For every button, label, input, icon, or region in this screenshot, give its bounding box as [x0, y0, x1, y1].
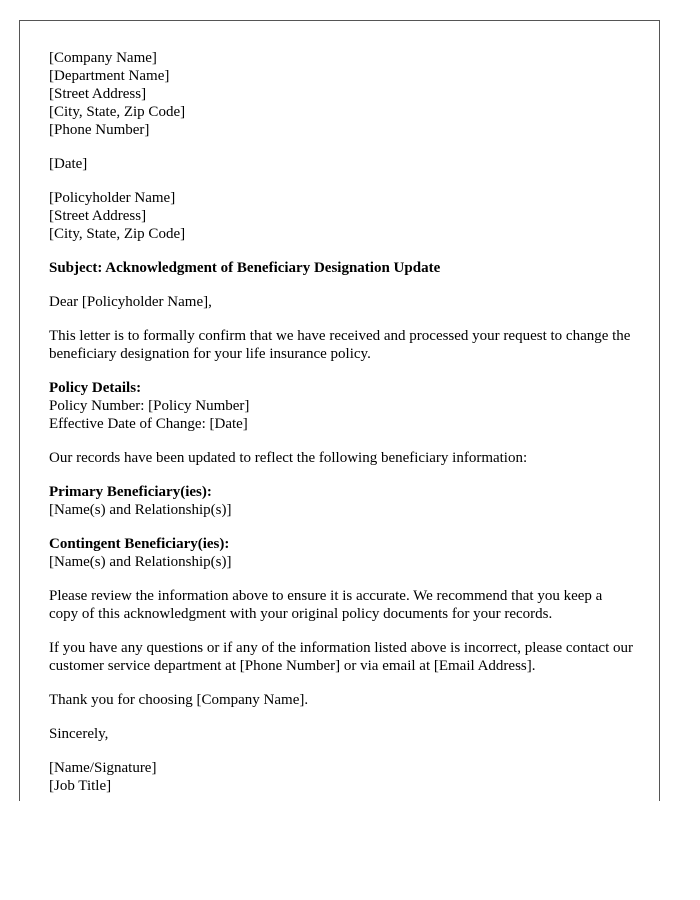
closing-block — [49, 725, 634, 743]
review-paragraph: Please review the information above to ensure it is accurate. We recommend that you keep a copy of this acknowledgment with your original policy documents for your records. — [49, 588, 603, 622]
review-paragraph-block — [49, 587, 634, 623]
policy-details-heading: Policy Details: — [49, 380, 142, 396]
thanks-block — [49, 691, 634, 709]
questions-paragraph: If you have any questions or if any of the information listed above is incorrect, please contact our customer service department at [Phone Number] or via email at [Email Address]. — [49, 640, 633, 674]
intro-paragraph-block — [49, 327, 634, 363]
letter-date: [Date] — [49, 156, 88, 172]
sender-address-block — [49, 49, 634, 139]
closing-line: Sincerely, — [49, 726, 109, 742]
primary-beneficiary-heading: Primary Beneficiary(ies): — [49, 484, 212, 500]
salutation: Dear [Policyholder Name], — [49, 294, 212, 310]
signature-name: [Name/Signature] — [49, 760, 157, 776]
recipient-street-address: [Street Address] — [49, 208, 147, 224]
letter-page — [19, 20, 660, 801]
policy-number: Policy Number: [Policy Number] — [49, 398, 250, 414]
sender-street-address: [Street Address] — [49, 86, 147, 102]
contingent-beneficiary-block — [49, 535, 634, 571]
intro-paragraph: This letter is to formally confirm that we have received and processed your request to change the beneficiary designation for your life insurance policy. — [49, 328, 631, 362]
effective-date: Effective Date of Change: [Date] — [49, 416, 248, 432]
policy-details-block — [49, 379, 634, 433]
contingent-beneficiary-value: [Name(s) and Relationship(s)] — [49, 554, 232, 570]
salutation-block — [49, 293, 634, 311]
contingent-beneficiary-heading: Contingent Beneficiary(ies): — [49, 536, 230, 552]
sender-city-state-zip: [City, State, Zip Code] — [49, 104, 186, 120]
recipient-name: [Policyholder Name] — [49, 190, 176, 206]
sender-company-name: [Company Name] — [49, 50, 157, 66]
recipient-address-block — [49, 189, 634, 243]
records-paragraph: Our records have been updated to reflect the following beneficiary information: — [49, 450, 528, 466]
primary-beneficiary-value: [Name(s) and Relationship(s)] — [49, 502, 232, 518]
subject-block — [49, 259, 634, 277]
primary-beneficiary-block — [49, 483, 634, 519]
subject-line: Subject: Acknowledgment of Beneficiary Designation Update — [49, 260, 441, 276]
letter-date-block — [49, 155, 634, 173]
questions-paragraph-block — [49, 639, 634, 675]
sender-department-name: [Department Name] — [49, 68, 170, 84]
letter-body — [49, 49, 634, 801]
sender-phone-number: [Phone Number] — [49, 122, 150, 138]
signature-title: [Job Title] — [49, 778, 112, 794]
recipient-city-state-zip: [City, State, Zip Code] — [49, 226, 186, 242]
signature-block — [49, 759, 634, 795]
thanks-line: Thank you for choosing [Company Name]. — [49, 692, 309, 708]
records-paragraph-block — [49, 449, 634, 467]
